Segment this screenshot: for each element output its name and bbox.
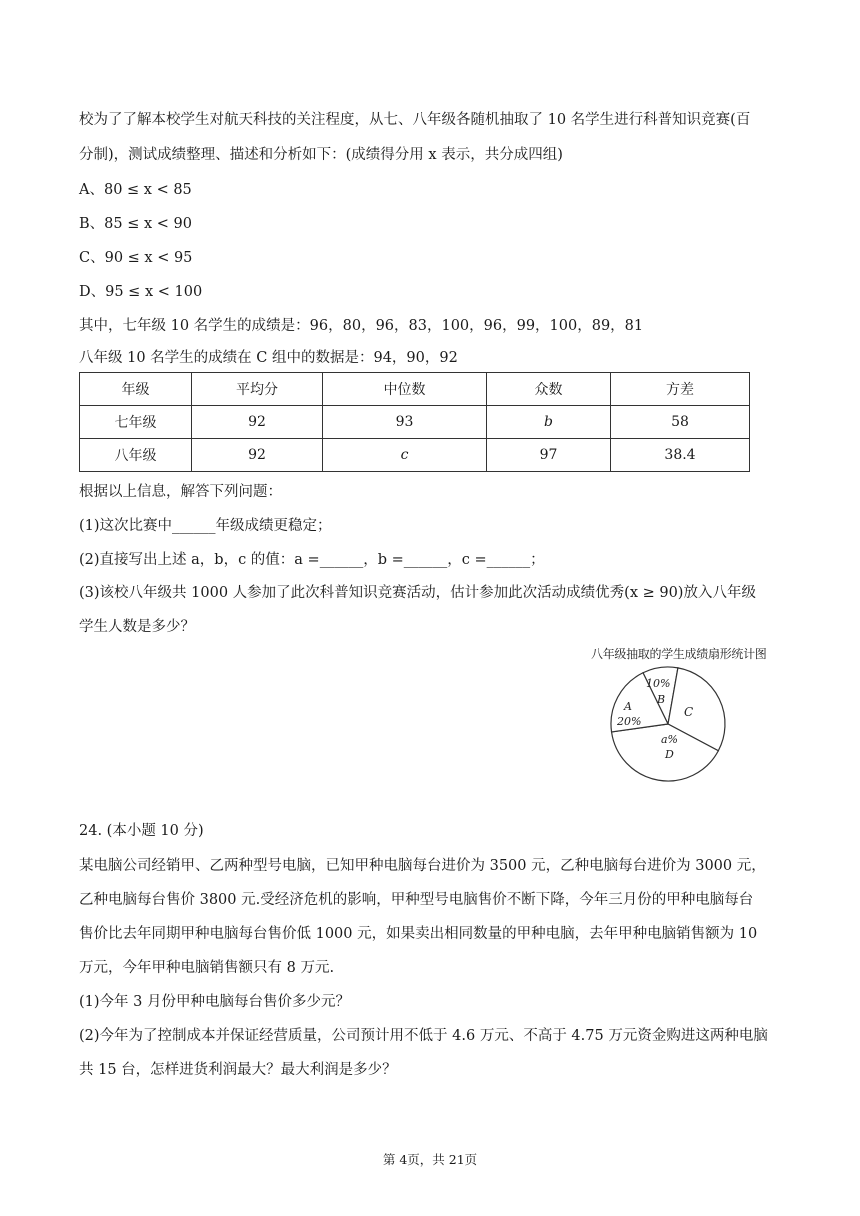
problem-24-heading: 24. (本小题 10 分)	[79, 823, 204, 839]
table-cell: 92	[192, 406, 323, 439]
pie-label-b-pct: 10%	[646, 677, 671, 690]
page-footer: 第 4页，共 21页	[382, 1152, 478, 1167]
pie-label-a-pct: 20%	[617, 715, 642, 728]
table-header-row	[80, 373, 750, 406]
question-3-line-2: 学生人数是多少？	[79, 619, 195, 635]
intro-line-2: 分制)，测试成绩整理、描述和分析如下：(成绩得分用 x 表示，共分成四组)	[79, 147, 563, 163]
table-row	[80, 439, 750, 472]
table-cell: 七年级	[80, 406, 192, 439]
pie-label-c: C	[684, 705, 694, 719]
table-cell: 93	[323, 406, 487, 439]
group-c: C、90 ≤ x < 95	[79, 250, 193, 266]
problem-24-question-1: (1)今年 3 月份甲种电脑每台售价多少元？	[79, 994, 350, 1010]
table-cell: 92	[192, 439, 323, 472]
group-b: B、85 ≤ x < 90	[79, 216, 192, 232]
table-cell: b	[487, 406, 611, 439]
pie-label-d-pct: a%	[661, 733, 679, 746]
pie-label-a: A	[624, 700, 632, 713]
table-header-cell: 中位数	[323, 373, 487, 406]
questions-prompt: 根据以上信息，解答下列问题：	[79, 484, 282, 500]
intro-line-1: 校为了了解本校学生对航天科技的关注程度，从七、八年级各随机抽取了 10 名学生进行科普知识竞赛(百	[79, 112, 751, 128]
pie-label-b: B	[657, 693, 666, 706]
question-1: (1)这次比赛中______年级成绩更稳定；	[79, 518, 332, 534]
grade7-scores: 其中，七年级 10 名学生的成绩是：96，80，96，83，100，96，99，100，89，81	[79, 318, 644, 334]
stats-table	[79, 372, 750, 472]
problem-24-line-4: 万元，今年甲种电脑销售额只有 8 万元.	[79, 960, 335, 976]
table-cell: 八年级	[80, 439, 192, 472]
table-header-cell: 年级	[80, 373, 192, 406]
table-cell: 58	[611, 406, 750, 439]
table-header-cell: 方差	[611, 373, 750, 406]
table-header-cell: 众数	[487, 373, 611, 406]
table-cell: 97	[487, 439, 611, 472]
pie-chart	[608, 664, 728, 784]
table-cell: 38.4	[611, 439, 750, 472]
problem-24-line-2: 乙种电脑每台售价 3800 元.受经济危机的影响，甲种型号电脑售价不断下降，今年三月份的甲种电脑每台	[79, 892, 754, 908]
group-d: D、95 ≤ x < 100	[79, 284, 203, 300]
problem-24-question-2-line-1: (2)今年为了控制成本并保证经营质量，公司预计用不低于 4.6 万元、不高于 4.75 万元资金购进这两种电脑	[79, 1028, 768, 1044]
table-header-cell: 平均分	[192, 373, 323, 406]
problem-24-question-2-line-2: 共 15 台，怎样进货利润最大？最大利润是多少？	[79, 1062, 397, 1078]
grade8-scores: 八年级 10 名学生的成绩在 C 组中的数据是：94，90，92	[79, 350, 458, 366]
problem-24-line-3: 售价比去年同期甲种电脑每台售价低 1000 元，如果卖出相同数量的甲种电脑，去年甲种电脑销售额为 10	[79, 926, 758, 942]
table-cell: c	[323, 439, 487, 472]
pie-label-d: D	[665, 748, 674, 761]
group-a: A、80 ≤ x < 85	[79, 182, 192, 198]
question-2: (2)直接写出上述 a，b，c 的值：a =______，b =______，c =______；	[79, 552, 545, 568]
problem-24-line-1: 某电脑公司经销甲、乙两种型号电脑，已知甲种电脑每台进价为 3500 元，乙种电脑每台进价为 3000 元，	[79, 858, 766, 874]
table-row	[80, 406, 750, 439]
pie-chart-title: 八年级抽取的学生成绩扇形统计图	[591, 647, 767, 661]
question-3-line-1: (3)该校八年级共 1000 人参加了此次科普知识竞赛活动，估计参加此次活动成绩优秀(x ≥ 90)放入八年级	[79, 585, 756, 601]
